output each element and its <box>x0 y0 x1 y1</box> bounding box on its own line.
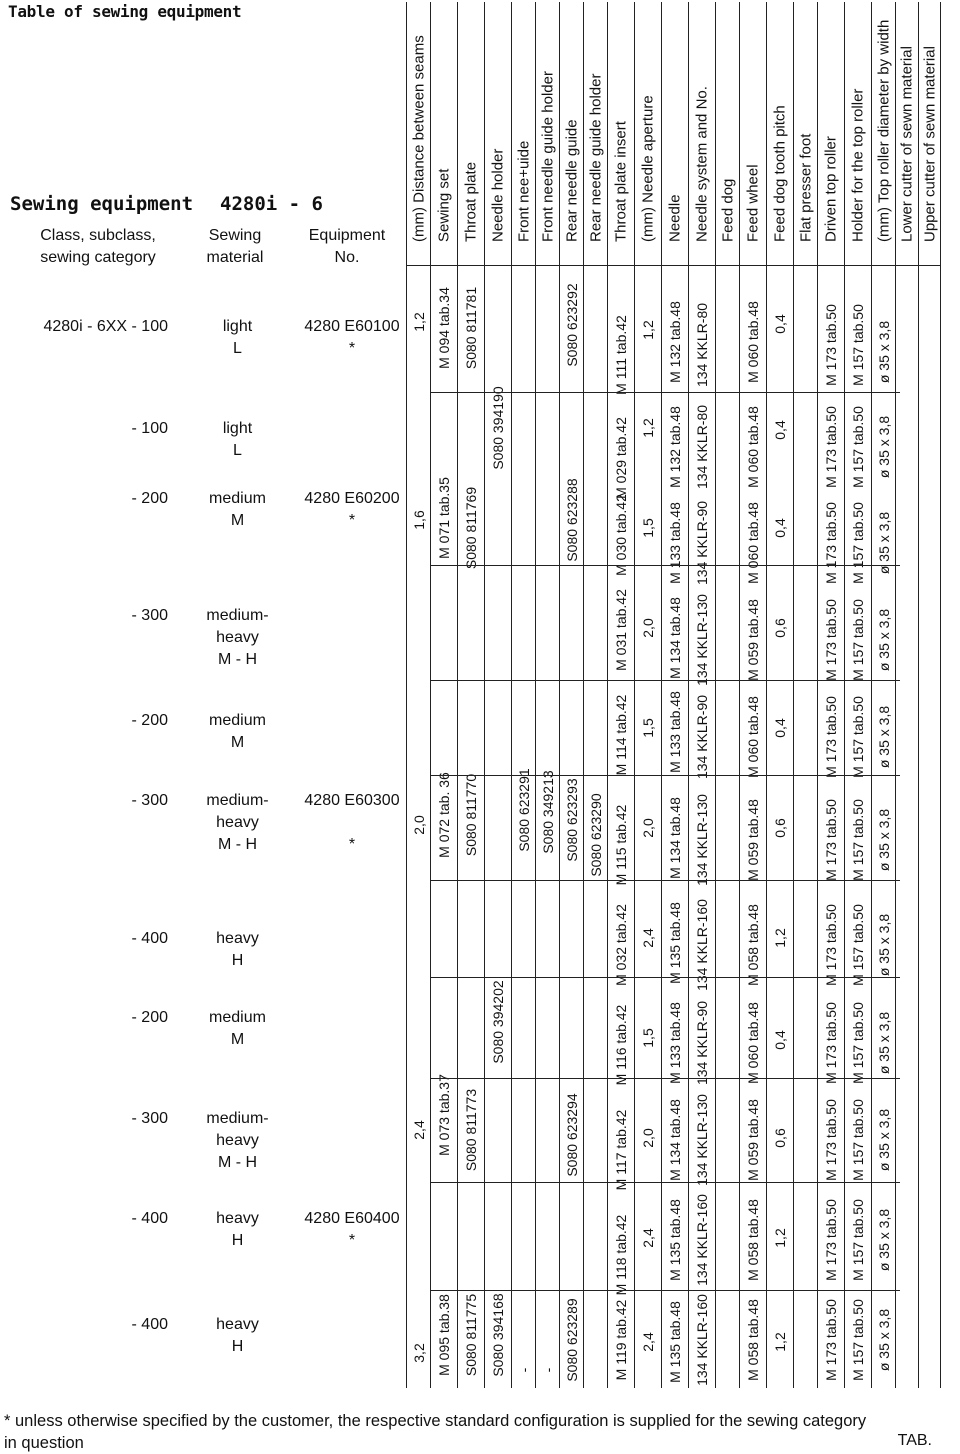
table-cell: M 058 tab.48 <box>745 1299 761 1381</box>
column-12 <box>689 2 716 1388</box>
column-header-text: Rear needle guide holder <box>587 73 604 242</box>
material-header-line: Sewing <box>208 227 262 244</box>
table-cell: M 173 tab.50 <box>823 502 839 584</box>
column-header <box>635 2 661 266</box>
table-cell: 1,2 <box>640 320 656 340</box>
sewing-equipment-heading: Sewing equipment <box>10 193 194 215</box>
column-header <box>794 2 817 266</box>
table-cell: S080 623289 <box>563 1298 580 1382</box>
row-class: - 400 <box>131 1210 168 1227</box>
row-class: - 300 <box>131 792 168 809</box>
table-cell: M 032 tab.42 <box>613 904 629 986</box>
table-cell: M 073 tab.37 <box>436 1074 452 1156</box>
table-cell: 134 KKLR-90 <box>694 1000 710 1086</box>
table-cell: S080 394168 <box>490 1293 506 1377</box>
table-cell: 134 KKLR-80 <box>694 404 710 490</box>
page-title: Table of sewing equipment <box>8 2 242 21</box>
table-cell: ø 35 x 3,8 <box>875 608 892 672</box>
column-13 <box>716 2 740 1388</box>
table-cell: 1,6 <box>410 510 427 530</box>
table-cell: 1,2 <box>410 312 427 332</box>
table-cell: S080 811770 <box>463 773 479 857</box>
table-cell: 0,6 <box>772 618 788 638</box>
table-cell: 0,4 <box>772 420 788 440</box>
table-cell: M 094 tab.34 <box>436 287 452 369</box>
table-cell: M 132 tab.48 <box>667 406 683 488</box>
table-cell: M 173 tab.50 <box>823 696 839 778</box>
column-5 <box>512 2 536 1388</box>
material-line: light <box>222 318 253 335</box>
table-cell: ø 35 x 3,8 <box>875 320 892 384</box>
column-header <box>845 2 871 266</box>
row-material <box>175 316 300 360</box>
material-header-line: material <box>206 249 264 266</box>
table-cell: ø 35 x 3,8 <box>875 1308 892 1372</box>
class-header-line: sewing category <box>40 249 156 266</box>
table-cell: 1,2 <box>640 418 656 438</box>
table-cell: ø 35 x 3,8 <box>875 913 892 977</box>
table-cell: 134 KKLR-160 <box>694 899 710 991</box>
column-header-text: Rear needle guide <box>563 119 580 242</box>
material-line: light <box>222 420 253 437</box>
table-cell: S080 811769 <box>463 486 479 570</box>
table-cell: 2,4 <box>640 1228 656 1248</box>
table-cell: S080 623293 <box>563 778 580 862</box>
table-cell: ø 35 x 3,8 <box>875 705 892 769</box>
table-cell: S080 623288 <box>563 478 580 562</box>
table-cell: 1,5 <box>640 718 656 738</box>
column-header-text: Flat presser foot <box>797 133 814 242</box>
column-18 <box>845 2 872 1388</box>
column-11 <box>662 2 689 1388</box>
material-line: M - H <box>217 651 258 668</box>
equipment-line: 4280 E60300 <box>304 792 400 809</box>
material-line: H <box>231 952 244 969</box>
table-cell: M 134 tab.48 <box>667 597 683 679</box>
row-separator <box>430 977 900 978</box>
row-equipment-no <box>296 316 408 360</box>
row-material <box>175 790 300 856</box>
material-line: M <box>230 512 245 529</box>
column-header <box>767 2 793 266</box>
table-cell: 2,0 <box>640 1128 656 1148</box>
column-header-text: Feed wheel <box>744 164 762 242</box>
table-cell: M 173 tab.50 <box>823 1199 839 1281</box>
table-cell: M 173 tab.50 <box>823 1299 839 1381</box>
column-header <box>407 2 430 266</box>
row-separator <box>430 1078 900 1079</box>
table-cell: 2,0 <box>640 618 656 638</box>
column-header-text: Needle system and No. <box>693 86 711 242</box>
column-7 <box>560 2 584 1388</box>
row-material <box>175 928 300 972</box>
table-cell: M 135 tab.48 <box>667 1301 683 1383</box>
footnote-line: in question <box>4 1434 84 1452</box>
table-cell: M 116 tab.42 <box>613 1004 629 1086</box>
table-cell: M 173 tab.50 <box>823 406 839 488</box>
table-cell: M 135 tab.48 <box>667 1199 683 1281</box>
column-header <box>740 2 766 266</box>
column-header-text: Needle holder <box>489 148 507 242</box>
table-cell: M 058 tab.48 <box>745 1199 761 1281</box>
material-line: heavy <box>216 1132 259 1149</box>
table-cell: ø 35 x 3,8 <box>875 1208 892 1272</box>
material-line: medium- <box>206 792 269 809</box>
equipment-line <box>296 812 408 834</box>
table-cell: S080 623290 <box>587 793 604 877</box>
column-header-text: (mm) Distance between seams <box>410 35 427 242</box>
table-cell: M 060 tab.48 <box>745 502 761 584</box>
table-cell: M 111 tab.42 <box>613 315 629 395</box>
material-line: H <box>231 1232 244 1249</box>
column-19 <box>872 2 896 1388</box>
table-cell: M 095 tab.38 <box>436 1294 452 1376</box>
table-cell: 2,0 <box>640 818 656 838</box>
row-separator <box>430 880 900 881</box>
table-cell: - <box>515 1367 532 1373</box>
row-material <box>175 710 300 754</box>
equipment-line: * <box>348 836 356 853</box>
table-cell: 134 KKLR-80 <box>694 302 710 388</box>
table-cell: M 157 tab.50 <box>850 406 866 488</box>
table-cell: ø 35 x 3,8 <box>875 415 892 479</box>
equipment-table <box>406 2 955 1388</box>
table-cell: S080 811781 <box>463 286 479 370</box>
row-class: - 200 <box>131 712 168 729</box>
table-cell: M 133 tab.48 <box>667 502 683 584</box>
table-cell: M 134 tab.48 <box>667 1099 683 1181</box>
row-separator <box>430 1182 900 1183</box>
row-material <box>175 605 300 671</box>
equipment-line: * <box>348 1232 356 1249</box>
row-separator <box>430 392 900 393</box>
column-header <box>716 2 739 266</box>
table-cell: 3,2 <box>410 1343 427 1363</box>
column-6 <box>536 2 560 1388</box>
table-cell: M 118 tab.42 <box>613 1214 629 1296</box>
material-line: medium <box>209 712 266 729</box>
column-1 <box>407 2 431 1388</box>
row-separator <box>430 1290 900 1291</box>
column-header-text: Upper cutter of sewn material <box>921 46 938 242</box>
column-header-text: Front needle guide holder <box>539 71 556 242</box>
table-cell: S080 349213 <box>539 770 556 854</box>
table-cell: M 157 tab.50 <box>850 599 866 681</box>
column-header <box>431 2 457 266</box>
material-line: medium <box>209 1009 266 1026</box>
row-separator <box>430 565 900 566</box>
table-cell: M 173 tab.50 <box>823 304 839 386</box>
equipment-header-line: No. <box>334 249 360 266</box>
material-line: heavy <box>216 1210 259 1227</box>
column-15 <box>767 2 794 1388</box>
table-cell: M 173 tab.50 <box>823 799 839 881</box>
table-cell: M 157 tab.50 <box>850 1099 866 1181</box>
table-cell: 2,4 <box>640 928 656 948</box>
row-class: - 100 <box>131 420 168 437</box>
column-header <box>896 2 918 266</box>
row-class: - 200 <box>131 490 168 507</box>
row-material <box>175 488 300 532</box>
equipment-line: 4280 E60200 <box>304 490 400 507</box>
material-line: heavy <box>216 930 259 947</box>
equipment-line: 4280 E60100 <box>304 318 400 335</box>
row-separator <box>430 775 900 776</box>
material-line: medium- <box>206 1110 269 1127</box>
column-header-text: Sewing set <box>435 168 453 242</box>
row-class: - 400 <box>131 1316 168 1333</box>
table-cell: 134 KKLR-160 <box>694 1294 710 1386</box>
column-header-text: Driven top roller <box>822 136 840 242</box>
table-cell: M 133 tab.48 <box>667 691 683 773</box>
material-line: heavy <box>216 1316 259 1333</box>
model-heading: 4280i - 6 <box>220 193 323 215</box>
table-cell: 2,4 <box>410 1120 427 1140</box>
column-header-text: Needle <box>666 194 684 242</box>
table-cell: M 133 tab.48 <box>667 1002 683 1084</box>
equipment-header-line: Equipment <box>308 227 386 244</box>
table-cell: 134 KKLR-130 <box>694 594 710 686</box>
table-cell: S080 623294 <box>563 1093 580 1177</box>
table-cell: S080 394190 <box>490 386 506 470</box>
table-cell: M 157 tab.50 <box>850 799 866 881</box>
material-line: M <box>230 1031 245 1048</box>
table-cell: 134 KKLR-130 <box>694 1094 710 1186</box>
tab-label: TAB. <box>897 1432 932 1449</box>
material-line: medium <box>209 490 266 507</box>
table-cell: 0,4 <box>772 518 788 538</box>
table-cell: M 058 tab.48 <box>745 904 761 986</box>
equipment-column-header <box>292 225 402 269</box>
table-cell: M 157 tab.50 <box>850 904 866 986</box>
row-equipment-no <box>296 1208 408 1252</box>
column-4 <box>485 2 512 1388</box>
material-line: M - H <box>217 836 258 853</box>
equipment-line: * <box>348 512 356 529</box>
table-cell: M 173 tab.50 <box>823 904 839 986</box>
table-cell: ø 35 x 3,8 <box>875 1108 892 1172</box>
column-header-text: Feed dog tooth pitch <box>771 105 789 242</box>
column-8 <box>584 2 608 1388</box>
equipment-line: 4280 E60400 <box>304 1210 400 1227</box>
row-class: - 300 <box>131 607 168 624</box>
row-class: 4280i - 6XX - 100 <box>43 318 168 335</box>
table-cell: M 072 tab. 36 <box>436 772 452 858</box>
row-equipment-no <box>296 790 408 856</box>
table-cell: 134 KKLR-90 <box>694 694 710 780</box>
column-header <box>818 2 844 266</box>
table-cell: M 135 tab.48 <box>667 902 683 984</box>
table-cell: M 060 tab.48 <box>745 1002 761 1084</box>
column-header-text: Holder for the top roller <box>849 88 867 242</box>
class-header-line: Class, subclass, <box>40 227 156 244</box>
column-21 <box>919 2 941 1388</box>
table-cell: S080 623291 <box>515 768 532 852</box>
column-header-text: Throat plate insert <box>612 121 630 242</box>
table-cell: 0,4 <box>772 718 788 738</box>
table-cell: M 029 tab.42 <box>613 417 629 499</box>
table-cell: 134 KKLR-160 <box>694 1194 710 1286</box>
class-column-header <box>28 225 168 269</box>
row-separator <box>430 680 900 681</box>
row-equipment-no <box>296 488 408 532</box>
column-header-text: (mm) Top roller diameter by width <box>875 19 892 242</box>
column-10 <box>635 2 662 1388</box>
material-line: medium- <box>206 607 269 624</box>
column-header <box>485 2 511 266</box>
table-cell: M 059 tab.48 <box>745 599 761 681</box>
table-cell: M 114 tab.42 <box>613 694 629 776</box>
material-line: M <box>230 734 245 751</box>
column-header <box>512 2 535 266</box>
row-class: - 300 <box>131 1110 168 1127</box>
row-class: - 200 <box>131 1009 168 1026</box>
table-cell: M 115 tab.42 <box>613 804 629 886</box>
table-cell: M 157 tab.50 <box>850 1199 866 1281</box>
table-cell: 0,4 <box>772 314 788 334</box>
column-header <box>458 2 484 266</box>
column-header <box>689 2 715 266</box>
table-cell: 0,6 <box>772 1128 788 1148</box>
table-cell: M 031 tab.42 <box>613 589 629 671</box>
footnote-line: * unless otherwise specified by the customer, the respective standard configuration is supplied for the sewing category <box>4 1412 867 1430</box>
table-cell: 1,2 <box>772 1332 788 1352</box>
column-20 <box>896 2 919 1388</box>
table-cell: 134 KKLR-90 <box>694 500 710 586</box>
footnote <box>4 1410 866 1454</box>
table-cell: S080 811775 <box>463 1293 479 1377</box>
table-cell: M 132 tab.48 <box>667 301 683 383</box>
column-17 <box>818 2 845 1388</box>
material-line: M - H <box>217 1154 258 1171</box>
table-cell: 0,6 <box>772 818 788 838</box>
table-cell: M 157 tab.50 <box>850 1002 866 1084</box>
table-cell: M 060 tab.48 <box>745 301 761 383</box>
table-cell: M 119 tab.42 <box>613 1299 629 1381</box>
column-14 <box>740 2 767 1388</box>
row-material <box>175 418 300 462</box>
table-cell: ø 35 x 3,8 <box>875 1011 892 1075</box>
equipment-line: * <box>348 340 356 357</box>
column-2 <box>431 2 458 1388</box>
column-header <box>662 2 688 266</box>
table-cell: 1,5 <box>640 1028 656 1048</box>
table-cell: 1,5 <box>640 518 656 538</box>
table-cell: S080 811773 <box>463 1088 479 1172</box>
material-line: heavy <box>216 814 259 831</box>
column-header-text: (mm) Needle aperture <box>639 95 657 242</box>
table-cell: 1,2 <box>772 928 788 948</box>
table-cell: M 173 tab.50 <box>823 599 839 681</box>
material-line: L <box>233 340 242 357</box>
column-header <box>919 2 940 266</box>
table-cell: M 071 tab.35 <box>436 477 452 559</box>
table-cell: M 157 tab.50 <box>850 502 866 584</box>
table-cell: 2,0 <box>410 815 427 835</box>
column-header <box>872 2 895 266</box>
table-cell: M 157 tab.50 <box>850 304 866 386</box>
table-cell: M 157 tab.50 <box>850 696 866 778</box>
material-line: L <box>233 442 242 459</box>
table-cell: M 060 tab.48 <box>745 406 761 488</box>
table-cell: M 134 tab.48 <box>667 797 683 879</box>
row-material <box>175 1314 300 1358</box>
row-material <box>175 1208 300 1252</box>
column-header-text: Feed dog <box>719 178 736 242</box>
table-cell: M 173 tab.50 <box>823 1002 839 1084</box>
table-cell: ø 35 x 3,8 <box>875 511 892 575</box>
table-cell: M 117 tab.42 <box>613 1109 629 1191</box>
row-material <box>175 1108 300 1174</box>
table-cell: M 173 tab.50 <box>823 1099 839 1181</box>
column-header-text: Throat plate <box>462 161 480 242</box>
table-cell: S080 394202 <box>490 980 506 1064</box>
column-header <box>536 2 559 266</box>
column-3 <box>458 2 485 1388</box>
table-cell: M 060 tab.48 <box>745 696 761 778</box>
table-cell: 0,4 <box>772 1030 788 1050</box>
column-header <box>560 2 583 266</box>
column-header-text: Lower cutter of sewn material <box>898 46 916 242</box>
table-cell: S080 623292 <box>563 283 580 367</box>
column-header <box>608 2 634 266</box>
column-9 <box>608 2 635 1388</box>
table-cell: 1,2 <box>772 1228 788 1248</box>
column-header-text: Front nee+uide <box>515 140 532 242</box>
table-cell: - <box>539 1367 556 1373</box>
row-class: - 400 <box>131 930 168 947</box>
column-header <box>584 2 607 266</box>
material-column-header <box>190 225 280 269</box>
row-material <box>175 1007 300 1051</box>
table-cell: M 059 tab.48 <box>745 799 761 881</box>
table-cell: 2,4 <box>640 1332 656 1352</box>
material-line: H <box>231 1338 244 1355</box>
material-line: heavy <box>216 629 259 646</box>
table-cell: M 059 tab.48 <box>745 1099 761 1181</box>
table-cell: M 157 tab.50 <box>850 1299 866 1381</box>
table-cell: ø 35 x 3,8 <box>875 808 892 872</box>
column-16 <box>794 2 818 1388</box>
table-cell: M 030 tab.42 <box>613 494 629 576</box>
table-cell: 134 KKLR-130 <box>694 794 710 886</box>
